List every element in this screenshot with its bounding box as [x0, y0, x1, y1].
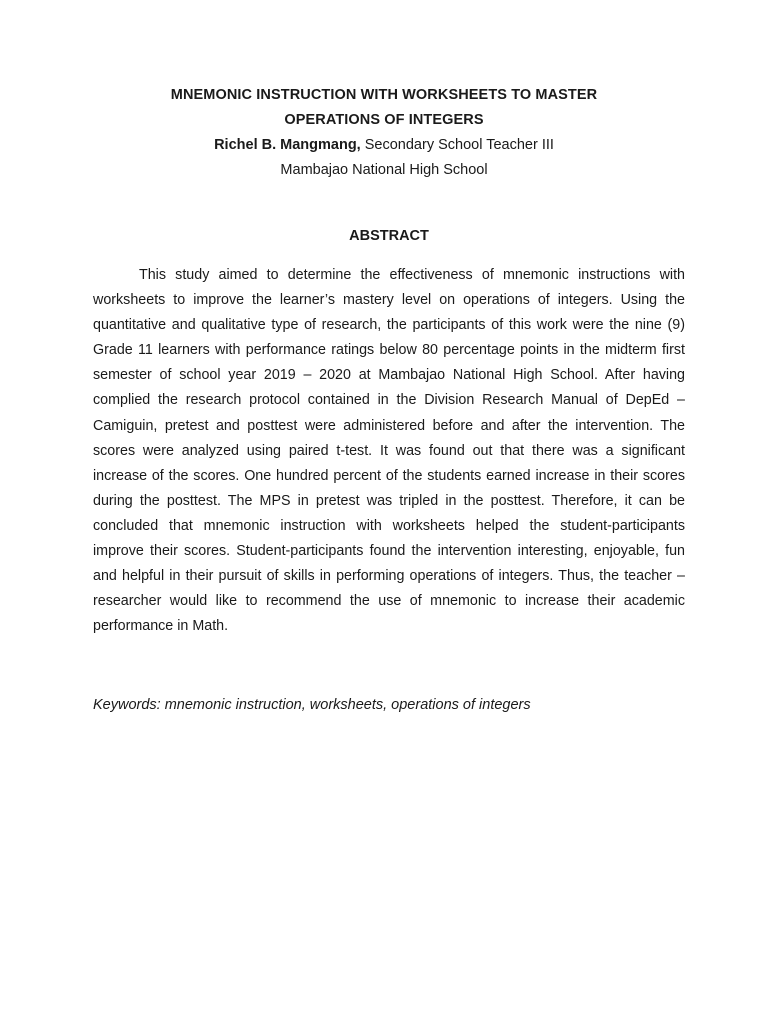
author-name: Richel B. Mangmang,	[214, 137, 361, 153]
keywords-line: Keywords: mnemonic instruction, worksheets, operations of integers	[93, 697, 531, 713]
title-line-1: MNEMONIC INSTRUCTION WITH WORKSHEETS TO MASTER	[170, 87, 598, 103]
title-line-2: OPERATIONS OF INTEGERS	[284, 112, 484, 128]
author-line	[0, 137, 768, 153]
author-role: Secondary School Teacher III	[360, 137, 554, 153]
school-name: Mambajao National High School	[280, 162, 488, 178]
abstract-heading: ABSTRACT	[349, 228, 429, 244]
abstract-body: This study aimed to determine the effectiveness of mnemonic instructions with worksheets to improve the learner’s mastery level on operations of integers. Using the quantitative and qualitative type of research, the participants of this work were the nine (9) Grade 11 learners with performance ratings below 80 percentage points in the midterm first semester of school year 2019 – 2020 at Mambajao National High School. After having complied the research protocol contained in the Division Research Manual of DepEd – Camiguin, pretest and posttest were administered before and after the intervention. The scores were analyzed using paired t-test. It was found out that there was a significant increase of the scores. One hundred percent of the students earned increase in their scores during the posttest. The MPS in pretest was tripled in the posttest. Therefore, it can be concluded that mnemonic instruction with worksheets helped the student-participants improve their scores. Student-participants found the intervention interesting, enjoyable, fun and helpful in their pursuit of skills in performing operations of integers. Thus, the teacher – researcher would like to recommend the use of mnemonic to increase their academic performance in Math.	[93, 267, 685, 635]
